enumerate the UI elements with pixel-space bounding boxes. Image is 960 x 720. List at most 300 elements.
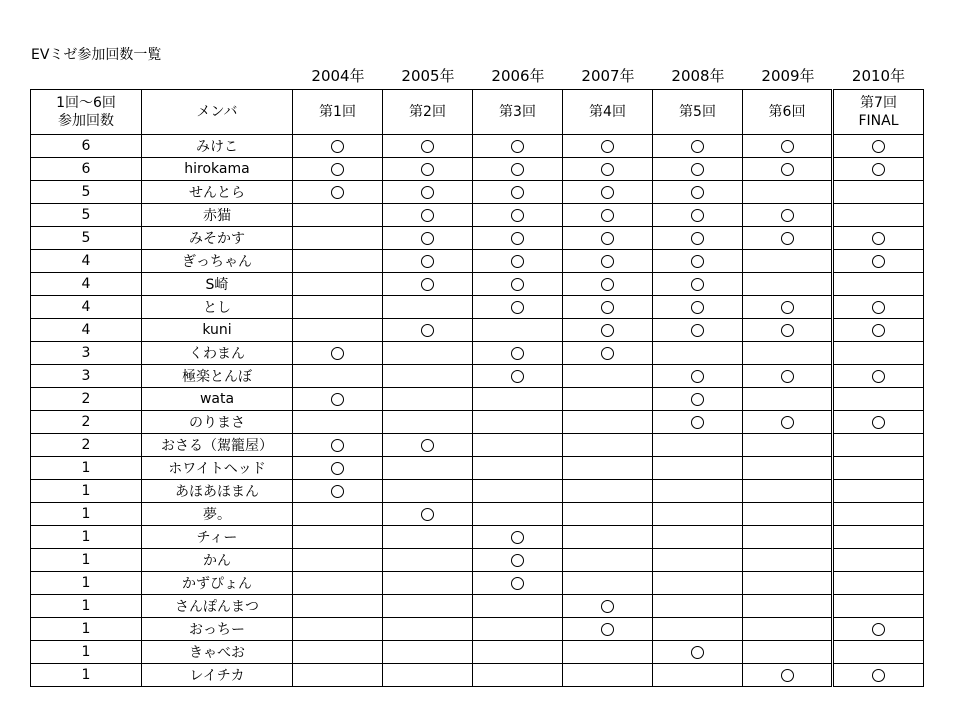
attendance-cell <box>473 457 563 480</box>
attended-circle-icon <box>781 209 794 222</box>
attendance-cell <box>563 480 653 503</box>
attended-circle-icon <box>601 600 614 613</box>
attended-circle-icon <box>691 163 704 176</box>
member-name: きゃべお <box>142 641 293 664</box>
attendance-cell <box>293 181 383 204</box>
attendance-cell <box>563 250 653 273</box>
attendance-cell <box>383 181 473 204</box>
attendance-cell <box>743 411 833 434</box>
attended-circle-icon <box>781 324 794 337</box>
attendance-cell <box>383 411 473 434</box>
attendance-cell <box>473 296 563 319</box>
attendance-cell <box>293 549 383 572</box>
attendance-cell <box>653 388 743 411</box>
attendance-cell <box>833 319 924 342</box>
attendance-cell <box>383 434 473 457</box>
participation-count: 4 <box>31 319 142 342</box>
attendance-cell <box>473 480 563 503</box>
final-header-line2: FINAL <box>858 113 899 129</box>
attendance-cell <box>473 411 563 434</box>
attended-circle-icon <box>691 232 704 245</box>
attended-circle-icon <box>601 301 614 314</box>
member-name: かずぴょん <box>142 572 293 595</box>
attended-circle-icon <box>691 646 704 659</box>
participation-count: 2 <box>31 388 142 411</box>
table-row <box>31 526 924 549</box>
attendance-cell <box>293 296 383 319</box>
table-row <box>31 664 924 687</box>
attendance-cell <box>833 618 924 641</box>
attendance-cell <box>833 158 924 181</box>
attendance-cell <box>563 664 653 687</box>
member-name: おっちー <box>142 618 293 641</box>
attended-circle-icon <box>331 186 344 199</box>
session-column-header: 第6回 <box>743 90 833 135</box>
attendance-cell <box>383 480 473 503</box>
table-row <box>31 135 924 158</box>
session-column-header: 第4回 <box>563 90 653 135</box>
attendance-cell <box>653 250 743 273</box>
attendance-cell <box>743 365 833 388</box>
attendance-cell <box>833 503 924 526</box>
attendance-cell <box>653 618 743 641</box>
member-name: くわまん <box>142 342 293 365</box>
attended-circle-icon <box>781 140 794 153</box>
member-name: せんとら <box>142 181 293 204</box>
attendance-cell <box>833 181 924 204</box>
attendance-cell <box>743 595 833 618</box>
attended-circle-icon <box>781 163 794 176</box>
attendance-cell <box>833 135 924 158</box>
attended-circle-icon <box>511 347 524 360</box>
attendance-cell <box>563 411 653 434</box>
participation-count: 1 <box>31 618 142 641</box>
attended-circle-icon <box>421 209 434 222</box>
attended-circle-icon <box>601 255 614 268</box>
attended-circle-icon <box>601 140 614 153</box>
attended-circle-icon <box>601 163 614 176</box>
attendance-cell <box>653 526 743 549</box>
attendance-cell <box>833 549 924 572</box>
attendance-cell <box>473 664 563 687</box>
table-row <box>31 273 924 296</box>
attendance-cell <box>743 457 833 480</box>
attended-circle-icon <box>421 140 434 153</box>
attended-circle-icon <box>691 416 704 429</box>
member-name: あほあほまん <box>142 480 293 503</box>
attended-circle-icon <box>331 163 344 176</box>
attendance-cell <box>383 595 473 618</box>
attendance-cell <box>293 158 383 181</box>
attendance-cell <box>383 296 473 319</box>
attended-circle-icon <box>691 255 704 268</box>
attendance-cell <box>563 595 653 618</box>
attendance-cell <box>563 572 653 595</box>
attended-circle-icon <box>511 186 524 199</box>
participation-count: 3 <box>31 342 142 365</box>
attendance-cell <box>833 273 924 296</box>
attendance-cell <box>383 342 473 365</box>
attendance-cell <box>833 572 924 595</box>
attendance-cell <box>293 319 383 342</box>
attendance-cell <box>563 549 653 572</box>
participation-count: 1 <box>31 480 142 503</box>
participation-count: 1 <box>31 664 142 687</box>
attendance-cell <box>743 181 833 204</box>
attendance-cell <box>383 457 473 480</box>
attended-circle-icon <box>421 324 434 337</box>
attended-circle-icon <box>421 508 434 521</box>
final-header-line1: 第7回 <box>860 95 897 111</box>
attendance-cell <box>473 342 563 365</box>
attendance-cell <box>653 411 743 434</box>
table-row <box>31 296 924 319</box>
member-name: かん <box>142 549 293 572</box>
attendance-cell <box>833 434 924 457</box>
participation-count: 1 <box>31 641 142 664</box>
attendance-cell <box>563 273 653 296</box>
attendance-cell <box>743 273 833 296</box>
attendance-cell <box>833 526 924 549</box>
attendance-cell <box>383 158 473 181</box>
attended-circle-icon <box>691 278 704 291</box>
attendance-cell <box>383 641 473 664</box>
attendance-cell <box>743 480 833 503</box>
attended-circle-icon <box>421 439 434 452</box>
attendance-cell <box>833 204 924 227</box>
attendance-cell <box>383 526 473 549</box>
participation-table <box>30 89 924 687</box>
attendance-cell <box>563 158 653 181</box>
attendance-cell <box>743 503 833 526</box>
year-label: 2007年 <box>581 67 635 85</box>
attendance-cell <box>653 365 743 388</box>
attendance-cell <box>383 549 473 572</box>
participation-count: 4 <box>31 296 142 319</box>
attendance-cell <box>833 365 924 388</box>
attended-circle-icon <box>872 301 885 314</box>
attended-circle-icon <box>331 393 344 406</box>
attended-circle-icon <box>872 623 885 636</box>
participation-count: 1 <box>31 549 142 572</box>
participation-count: 2 <box>31 411 142 434</box>
attendance-cell <box>653 204 743 227</box>
table-row <box>31 342 924 365</box>
attendance-cell <box>653 158 743 181</box>
table-row <box>31 365 924 388</box>
participation-count: 5 <box>31 227 142 250</box>
attendance-cell <box>833 296 924 319</box>
attendance-cell <box>743 388 833 411</box>
document-title: EVミゼ参加回数一覧 <box>31 47 162 63</box>
year-label: 2005年 <box>401 67 455 85</box>
session-column-header: 第1回 <box>293 90 383 135</box>
attended-circle-icon <box>331 485 344 498</box>
attended-circle-icon <box>511 531 524 544</box>
attendance-cell <box>653 296 743 319</box>
attendance-cell <box>293 480 383 503</box>
attendance-cell <box>473 273 563 296</box>
attendance-cell <box>833 480 924 503</box>
attendance-cell <box>293 434 383 457</box>
attended-circle-icon <box>872 232 885 245</box>
participation-count: 3 <box>31 365 142 388</box>
attendance-cell <box>563 618 653 641</box>
count-header-line1: 1回～6回 <box>56 95 116 111</box>
attendance-cell <box>653 503 743 526</box>
attendance-cell <box>293 365 383 388</box>
attended-circle-icon <box>511 554 524 567</box>
attended-circle-icon <box>331 462 344 475</box>
attendance-cell <box>563 641 653 664</box>
member-name: kuni <box>142 319 293 342</box>
attendance-cell <box>653 181 743 204</box>
session-column-header: 第2回 <box>383 90 473 135</box>
attendance-cell <box>743 204 833 227</box>
table-row <box>31 227 924 250</box>
member-name: レイチカ <box>142 664 293 687</box>
attended-circle-icon <box>421 232 434 245</box>
attendance-cell <box>293 411 383 434</box>
member-name: 極楽とんぼ <box>142 365 293 388</box>
table-header-row <box>31 90 924 135</box>
year-label: 2004年 <box>311 67 365 85</box>
attendance-cell <box>653 273 743 296</box>
attendance-cell <box>653 641 743 664</box>
table-row <box>31 641 924 664</box>
attendance-cell <box>743 135 833 158</box>
attended-circle-icon <box>601 186 614 199</box>
attendance-cell <box>563 204 653 227</box>
attendance-cell <box>473 319 563 342</box>
member-name: ホワイトヘッド <box>142 457 293 480</box>
attendance-cell <box>383 572 473 595</box>
attendance-cell <box>293 273 383 296</box>
attended-circle-icon <box>331 140 344 153</box>
attendance-cell <box>653 342 743 365</box>
attendance-cell <box>833 595 924 618</box>
member-name: wata <box>142 388 293 411</box>
participation-count: 4 <box>31 273 142 296</box>
attendance-cell <box>563 434 653 457</box>
session-column-header: 第3回 <box>473 90 563 135</box>
attendance-cell <box>743 296 833 319</box>
attended-circle-icon <box>601 347 614 360</box>
attendance-cell <box>563 526 653 549</box>
attendance-cell <box>833 641 924 664</box>
attendance-cell <box>383 618 473 641</box>
table-row <box>31 434 924 457</box>
attendance-cell <box>743 664 833 687</box>
attendance-cell <box>473 365 563 388</box>
attended-circle-icon <box>511 140 524 153</box>
attended-circle-icon <box>691 370 704 383</box>
table-row <box>31 503 924 526</box>
attended-circle-icon <box>781 232 794 245</box>
attended-circle-icon <box>511 209 524 222</box>
attendance-cell <box>743 549 833 572</box>
attended-circle-icon <box>872 255 885 268</box>
attended-circle-icon <box>601 278 614 291</box>
attendance-cell <box>743 434 833 457</box>
attended-circle-icon <box>691 186 704 199</box>
participation-count: 2 <box>31 434 142 457</box>
attendance-cell <box>293 641 383 664</box>
attendance-cell <box>653 319 743 342</box>
attended-circle-icon <box>872 669 885 682</box>
member-name: S崎 <box>142 273 293 296</box>
participation-count: 5 <box>31 204 142 227</box>
attendance-cell <box>653 227 743 250</box>
attendance-cell <box>563 181 653 204</box>
table-row <box>31 549 924 572</box>
attendance-cell <box>653 572 743 595</box>
attended-circle-icon <box>872 140 885 153</box>
year-label: 2006年 <box>491 67 545 85</box>
attended-circle-icon <box>421 278 434 291</box>
attended-circle-icon <box>872 370 885 383</box>
attendance-cell <box>653 457 743 480</box>
attendance-cell <box>473 181 563 204</box>
attended-circle-icon <box>691 140 704 153</box>
attended-circle-icon <box>421 255 434 268</box>
attendance-cell <box>293 250 383 273</box>
attendance-cell <box>383 227 473 250</box>
attendance-cell <box>293 342 383 365</box>
count-header-line2: 参加回数 <box>58 113 114 129</box>
attended-circle-icon <box>872 324 885 337</box>
member-column-header: メンバ <box>142 90 293 135</box>
count-column-header <box>31 90 142 135</box>
table-row <box>31 388 924 411</box>
table-row <box>31 250 924 273</box>
member-name: ぎっちゃん <box>142 250 293 273</box>
attendance-cell <box>383 365 473 388</box>
participation-count: 6 <box>31 158 142 181</box>
attendance-cell <box>473 388 563 411</box>
table-row <box>31 319 924 342</box>
attendance-cell <box>473 503 563 526</box>
attendance-cell <box>653 549 743 572</box>
attendance-cell <box>833 411 924 434</box>
attendance-cell <box>473 618 563 641</box>
year-label: 2008年 <box>671 67 725 85</box>
attended-circle-icon <box>781 370 794 383</box>
attendance-cell <box>743 342 833 365</box>
participation-count: 6 <box>31 135 142 158</box>
attendance-cell <box>653 480 743 503</box>
attended-circle-icon <box>421 163 434 176</box>
attendance-cell <box>653 135 743 158</box>
attendance-cell <box>743 641 833 664</box>
table-body <box>31 135 924 687</box>
attendance-cell <box>383 664 473 687</box>
attended-circle-icon <box>511 577 524 590</box>
attendance-cell <box>293 526 383 549</box>
attendance-cell <box>743 526 833 549</box>
attendance-cell <box>653 595 743 618</box>
attendance-cell <box>473 158 563 181</box>
attendance-cell <box>383 273 473 296</box>
attendance-cell <box>743 158 833 181</box>
attended-circle-icon <box>511 232 524 245</box>
attendance-cell <box>833 250 924 273</box>
table-row <box>31 411 924 434</box>
attended-circle-icon <box>601 623 614 636</box>
attendance-cell <box>563 388 653 411</box>
session-column-header: 第5回 <box>653 90 743 135</box>
attended-circle-icon <box>601 209 614 222</box>
attendance-cell <box>383 135 473 158</box>
attended-circle-icon <box>781 669 794 682</box>
attendance-cell <box>563 457 653 480</box>
table-row <box>31 457 924 480</box>
attendance-cell <box>473 549 563 572</box>
attendance-cell <box>473 204 563 227</box>
attendance-cell <box>563 227 653 250</box>
attended-circle-icon <box>331 439 344 452</box>
attendance-cell <box>293 595 383 618</box>
attendance-cell <box>833 457 924 480</box>
member-name: みけこ <box>142 135 293 158</box>
attended-circle-icon <box>331 347 344 360</box>
attended-circle-icon <box>511 370 524 383</box>
member-name: さんぽんまつ <box>142 595 293 618</box>
member-name: とし <box>142 296 293 319</box>
attendance-cell <box>473 572 563 595</box>
attendance-cell <box>383 319 473 342</box>
attendance-cell <box>473 250 563 273</box>
attended-circle-icon <box>601 232 614 245</box>
attendance-cell <box>833 388 924 411</box>
attendance-cell <box>293 457 383 480</box>
participation-count: 1 <box>31 457 142 480</box>
attendance-cell <box>473 526 563 549</box>
attendance-cell <box>383 204 473 227</box>
table-row <box>31 158 924 181</box>
member-name: 夢。 <box>142 503 293 526</box>
attended-circle-icon <box>511 278 524 291</box>
final-column-header <box>833 90 924 135</box>
attended-circle-icon <box>691 209 704 222</box>
attendance-cell <box>743 572 833 595</box>
participation-count: 1 <box>31 503 142 526</box>
attended-circle-icon <box>691 324 704 337</box>
participation-count: 5 <box>31 181 142 204</box>
table-row <box>31 480 924 503</box>
attendance-cell <box>563 296 653 319</box>
attendance-cell <box>293 388 383 411</box>
member-name: のりまさ <box>142 411 293 434</box>
attendance-cell <box>743 250 833 273</box>
attendance-cell <box>293 135 383 158</box>
attendance-cell <box>383 250 473 273</box>
attended-circle-icon <box>421 186 434 199</box>
attendance-cell <box>473 595 563 618</box>
attended-circle-icon <box>781 301 794 314</box>
attendance-cell <box>833 342 924 365</box>
attendance-cell <box>473 641 563 664</box>
attendance-cell <box>563 503 653 526</box>
attendance-cell <box>293 618 383 641</box>
attendance-cell <box>833 227 924 250</box>
attended-circle-icon <box>511 255 524 268</box>
attendance-cell <box>563 365 653 388</box>
year-label: 2010年 <box>851 67 906 85</box>
year-label: 2009年 <box>761 67 815 85</box>
attendance-cell <box>473 434 563 457</box>
attendance-cell <box>293 503 383 526</box>
